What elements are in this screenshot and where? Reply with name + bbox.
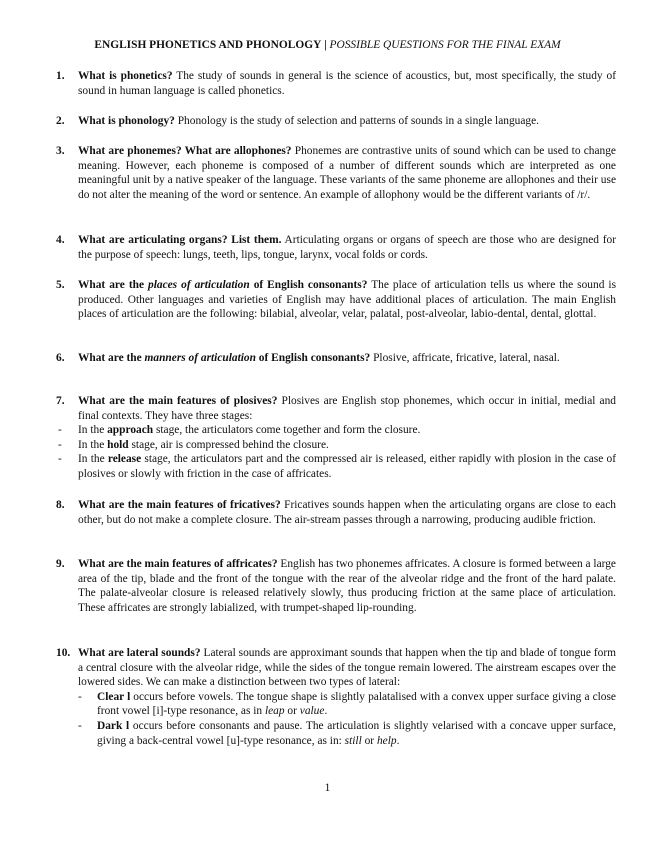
answer-text: Phonemes are contrastive units of sound which can be used to change meaning. However, each phoneme is composed of a number of different sounds which are interpreted as one meaningful unit by a native speaker of the language. These variants of the same phoneme are allophones and their use do not alter the meaning of the word or sentence. An example of allophony would be the different variants of /r/. — [78, 145, 616, 201]
question-text-emphasis: manners of articulation — [144, 352, 256, 364]
question-2 — [56, 114, 616, 129]
bullet-dash: - — [58, 424, 62, 437]
bullet-post: stage, air is compressed behind the closure. — [128, 438, 329, 451]
bullet-term: release — [107, 453, 142, 466]
question-text: What is phonology? — [78, 115, 175, 127]
list-item — [56, 438, 616, 453]
question-number: 9. — [56, 558, 65, 570]
list-item — [56, 452, 616, 481]
question-text-post: of English consonants? — [249, 279, 368, 291]
question-number: 6. — [56, 352, 65, 364]
bullet-post: stage, the articulators part and the compressed air is released, either rapidly with plosion in the case of plosives or slowly with friction in the case of affricates. — [78, 453, 617, 480]
question-8 — [56, 498, 616, 527]
question-text: What are the main features of affricates? — [78, 558, 278, 570]
question-text: What are the main features of plosives? — [78, 395, 278, 407]
question-number: 7. — [56, 395, 65, 407]
answer-text: Fricatives sounds happen when the articulating organs are close to each other, but do not make a complete closure. The air-stream passes through a narrowing, producing audible friction. — [78, 499, 616, 526]
bullet-dash: - — [58, 453, 62, 466]
question-6 — [56, 351, 616, 366]
example-word: value — [299, 705, 325, 718]
question-text: What are phonemes? What are allophones? — [78, 145, 292, 157]
question-4 — [56, 233, 616, 262]
bullet-end: . — [324, 705, 328, 718]
title-subtitle: POSSIBLE QUESTIONS FOR THE FINAL EXAM — [329, 39, 561, 51]
bullet-pre: In the — [78, 453, 108, 466]
bullet-term: Clear l — [97, 690, 131, 703]
bullet-post: occurs before vowels. The tongue shape is slightly palatalised with a convex upper surface giving a close front vowel [i]-type resonance, as in — [97, 690, 616, 718]
bullet-post: stage, the articulators come together and form the closure. — [153, 424, 421, 437]
question-text: What are the main features of fricatives? — [78, 499, 281, 511]
list-item — [56, 690, 616, 719]
question-number: 2. — [56, 115, 65, 127]
bullet-pre: In the — [78, 424, 108, 437]
question-text — [78, 279, 367, 291]
question-number: 5. — [56, 279, 65, 291]
list-item — [56, 719, 616, 748]
list-item — [56, 423, 616, 438]
stage-list — [56, 423, 616, 481]
answer-text: Phonology is the study of selection and patterns of sounds in a single language. — [177, 115, 539, 127]
question-text-pre: What are the — [78, 279, 149, 291]
question-7 — [56, 394, 616, 482]
title-main: ENGLISH PHONETICS AND PHONOLOGY — [94, 39, 322, 51]
example-word: still — [344, 734, 362, 747]
bullet-post: occurs before consonants and pause. The articulation is slightly velarised with a concave upper surface, giving a back-central vowel [u]-type resonance, as in: — [97, 719, 616, 747]
bullet-dash: - — [78, 719, 82, 732]
example-word: help — [376, 734, 397, 747]
bullet-term: hold — [107, 438, 129, 451]
question-number: 10. — [56, 647, 71, 659]
bullet-end: . — [396, 734, 400, 747]
answer-text: Articulating organs or organs of speech are those who are designed for the purpose of speech: lungs, teeth, lips, tongue, larynx, vocal folds or cords. — [78, 234, 616, 261]
bullet-dash: - — [58, 438, 62, 451]
question-5 — [56, 278, 616, 322]
question-1 — [56, 69, 616, 98]
question-9 — [56, 557, 616, 615]
bullet-mid: or — [361, 734, 377, 747]
document-title — [0, 38, 655, 52]
lateral-types-list — [56, 690, 616, 748]
answer-text: The place of articulation tells us where the sound is produced. Other languages and varieties of English may have additional places of articulation. The main English places of articulation are the following: bilabial, alveolar, velar, palatal, post-alveolar, labio-dental, dental, glottal. — [78, 279, 616, 321]
page-number: 1 — [324, 782, 331, 794]
answer-text: Lateral sounds are approximant sounds that happen when the tip and blade of tongue form a central closure with the alveolar ridge, while the sides of the tongue remain lowered. The airstream escapes over the lowered sides. We can make a distinction between two types of lateral: — [78, 647, 616, 689]
question-text-emphasis: places of articulation — [148, 279, 250, 291]
answer-text: Plosives are English stop phonemes, which occur in initial, medial and final contexts. They have three stages: — [78, 395, 616, 422]
title-separator: | — [324, 39, 327, 51]
answer-text: Plosive, affricate, fricative, lateral, nasal. — [373, 352, 560, 364]
question-text: What is phonetics? — [78, 70, 173, 82]
question-text: What are lateral sounds? — [78, 647, 201, 659]
answer-text: The study of sounds in general is the science of acoustics, but, most specifically, the study of sound in human language is called phonetics. — [78, 70, 616, 97]
bullet-term: Dark l — [97, 719, 130, 732]
example-word: leap — [264, 705, 285, 718]
bullet-term: approach — [107, 424, 154, 437]
question-text: What are articulating organs? List them. — [78, 234, 282, 246]
bullet-mid: or — [284, 705, 300, 718]
answer-text: English has two phonemes affricates. A closure is formed between a large area of the tip, blade and the front of the tongue with the rear of the alveolar ridge and the front of the hard palate. The palate-alveolar closure is released relatively slowly, thus producing friction at the same place of articulation. These affricates are strongly labialized, with trumpet-shaped lip-rounding. — [78, 558, 616, 614]
question-text — [78, 352, 370, 364]
question-3 — [56, 144, 616, 202]
question-text-pre: What are the — [78, 352, 145, 364]
question-number: 1. — [56, 70, 65, 82]
question-number: 3. — [56, 145, 65, 157]
bullet-dash: - — [78, 690, 82, 703]
question-text-post: of English consonants? — [255, 352, 371, 364]
bullet-pre: In the — [78, 438, 108, 451]
question-number: 8. — [56, 499, 65, 511]
question-number: 4. — [56, 234, 65, 246]
question-10 — [56, 646, 616, 748]
